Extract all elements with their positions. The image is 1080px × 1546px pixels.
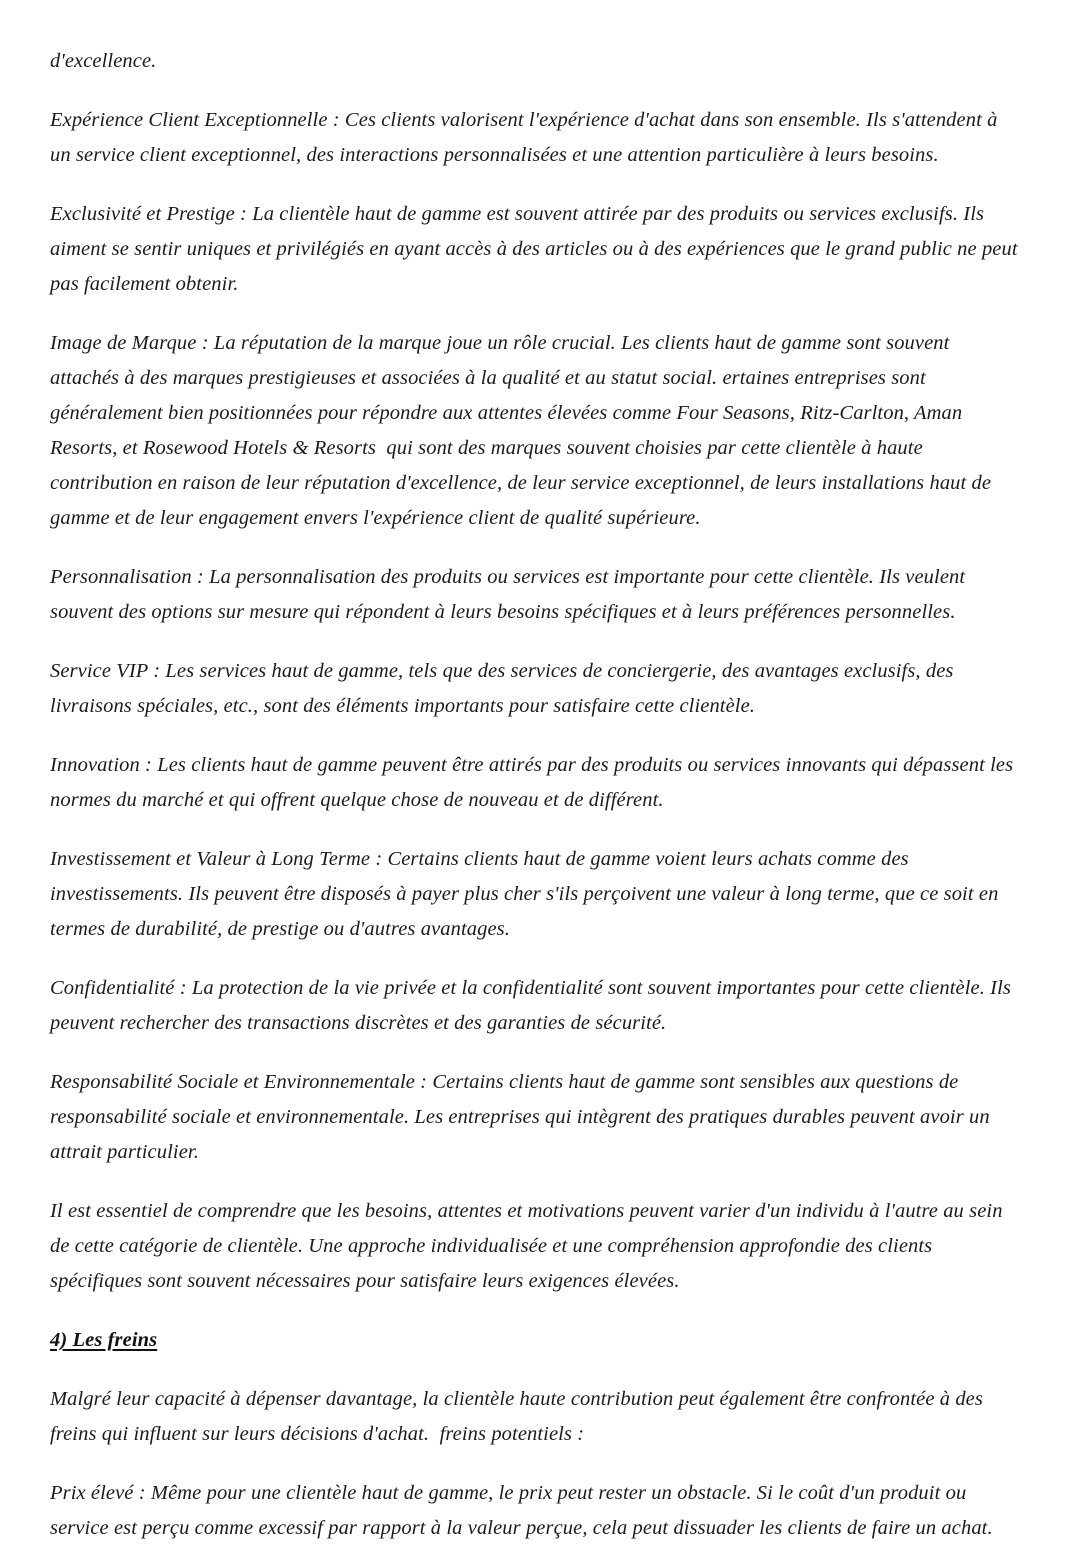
heading-4-les-freins: 4) Les freins [50,1329,158,1351]
paragraph-image-de-marque: Image de Marque : La réputation de la marque joue un rôle crucial. Les clients haut de gamme sont souvent attachés à des marques prestigieuses et associées à la qualité et au statut social. ertaines entreprises sont généralement bien positionnées pour répondre aux attentes élevées comme Four Seasons, Ritz-Carlton, Aman Resorts, et Rosewood Hotels & Resorts qui sont des marques souvent choisies par cette clientèle à haute contribution en raison de leur réputation d'excellence, de leur service exceptionnel, de leurs installations haut de gamme et de leur engagement envers l'expérience client de qualité supérieure. [50,332,997,529]
paragraph-excellence-fragment: d'excellence. [50,50,157,72]
paragraph-innovation: Innovation : Les clients haut de gamme peuvent être attirés par des produits ou services innovants qui dépassent les normes du marché et qui offrent quelque chose de nouveau et de différent. [50,754,1019,811]
paragraph-service-vip: Service VIP : Les services haut de gamme, tels que des services de conciergerie, des avantages exclusifs, des livraisons spéciales, etc., sont des éléments importants pour satisfaire cette clientèle. [50,660,959,717]
paragraph-responsabilite-sociale-environnementale: Responsabilité Sociale et Environnementale : Certains clients haut de gamme sont sensibles aux questions de responsabilité sociale et environnementale. Les entreprises qui intègrent des pratiques durables peuvent avoir un attrait particulier. [50,1071,995,1163]
document-body [50,44,1022,1546]
paragraph-exclusivite-et-prestige: Exclusivité et Prestige : La clientèle haut de gamme est souvent attirée par des produits ou services exclusifs. Ils aiment se sentir uniques et privilégiés en ayant accès à des articles ou à des expériences que le grand public ne peut pas facilement obtenir. [50,203,1023,295]
paragraph-confidentialite: Confidentialité : La protection de la vie privée et la confidentialité sont souvent importantes pour cette clientèle. Ils peuvent rechercher des transactions discrètes et des garanties de sécurité. [50,977,1017,1034]
heading-4-les-freins-wrapper [50,1323,1022,1358]
paragraph-investissement-valeur-long-terme: Investissement et Valeur à Long Terme : Certains clients haut de gamme voient leurs achats comme des investissements. Ils peuvent être disposés à payer plus cher s'ils perçoivent une valeur à long terme, que ce soit en termes de durabilité, de prestige ou d'autres avantages. [50,848,1004,940]
paragraph-experience-client-exceptionnelle: Expérience Client Exceptionnelle : Ces clients valorisent l'expérience d'achat dans son ensemble. Ils s'attendent à un service client exceptionnel, des interactions personnalisées et une attention particulière à leurs besoins. [50,109,1003,166]
paragraph-personnalisation: Personnalisation : La personnalisation des produits ou services est importante pour cette clientèle. Ils veulent souvent des options sur mesure qui répondent à leurs besoins spécifiques et à leurs préférences personnelles. [50,566,971,623]
paragraph-malgre-leur-capacite: Malgré leur capacité à dépenser davantage, la clientèle haute contribution peut également être confrontée à des freins qui influent sur leurs décisions d'achat. freins potentiels : [50,1388,989,1445]
paragraph-conclusion-besoins-individuels: Il est essentiel de comprendre que les besoins, attentes et motivations peuvent varier d'un individu à l'autre au sein de cette catégorie de clientèle. Une approche individualisée et une compréhension approfondie des clients spécifiques sont souvent nécessaires pour satisfaire leurs exigences élevées. [50,1200,1008,1292]
paragraph-prix-eleve: Prix élevé : Même pour une clientèle haut de gamme, le prix peut rester un obstacle. Si le coût d'un produit ou service est perçu comme excessif par rapport à la valeur perçue, cela peut dissuader les clients de faire un achat. [50,1482,993,1539]
